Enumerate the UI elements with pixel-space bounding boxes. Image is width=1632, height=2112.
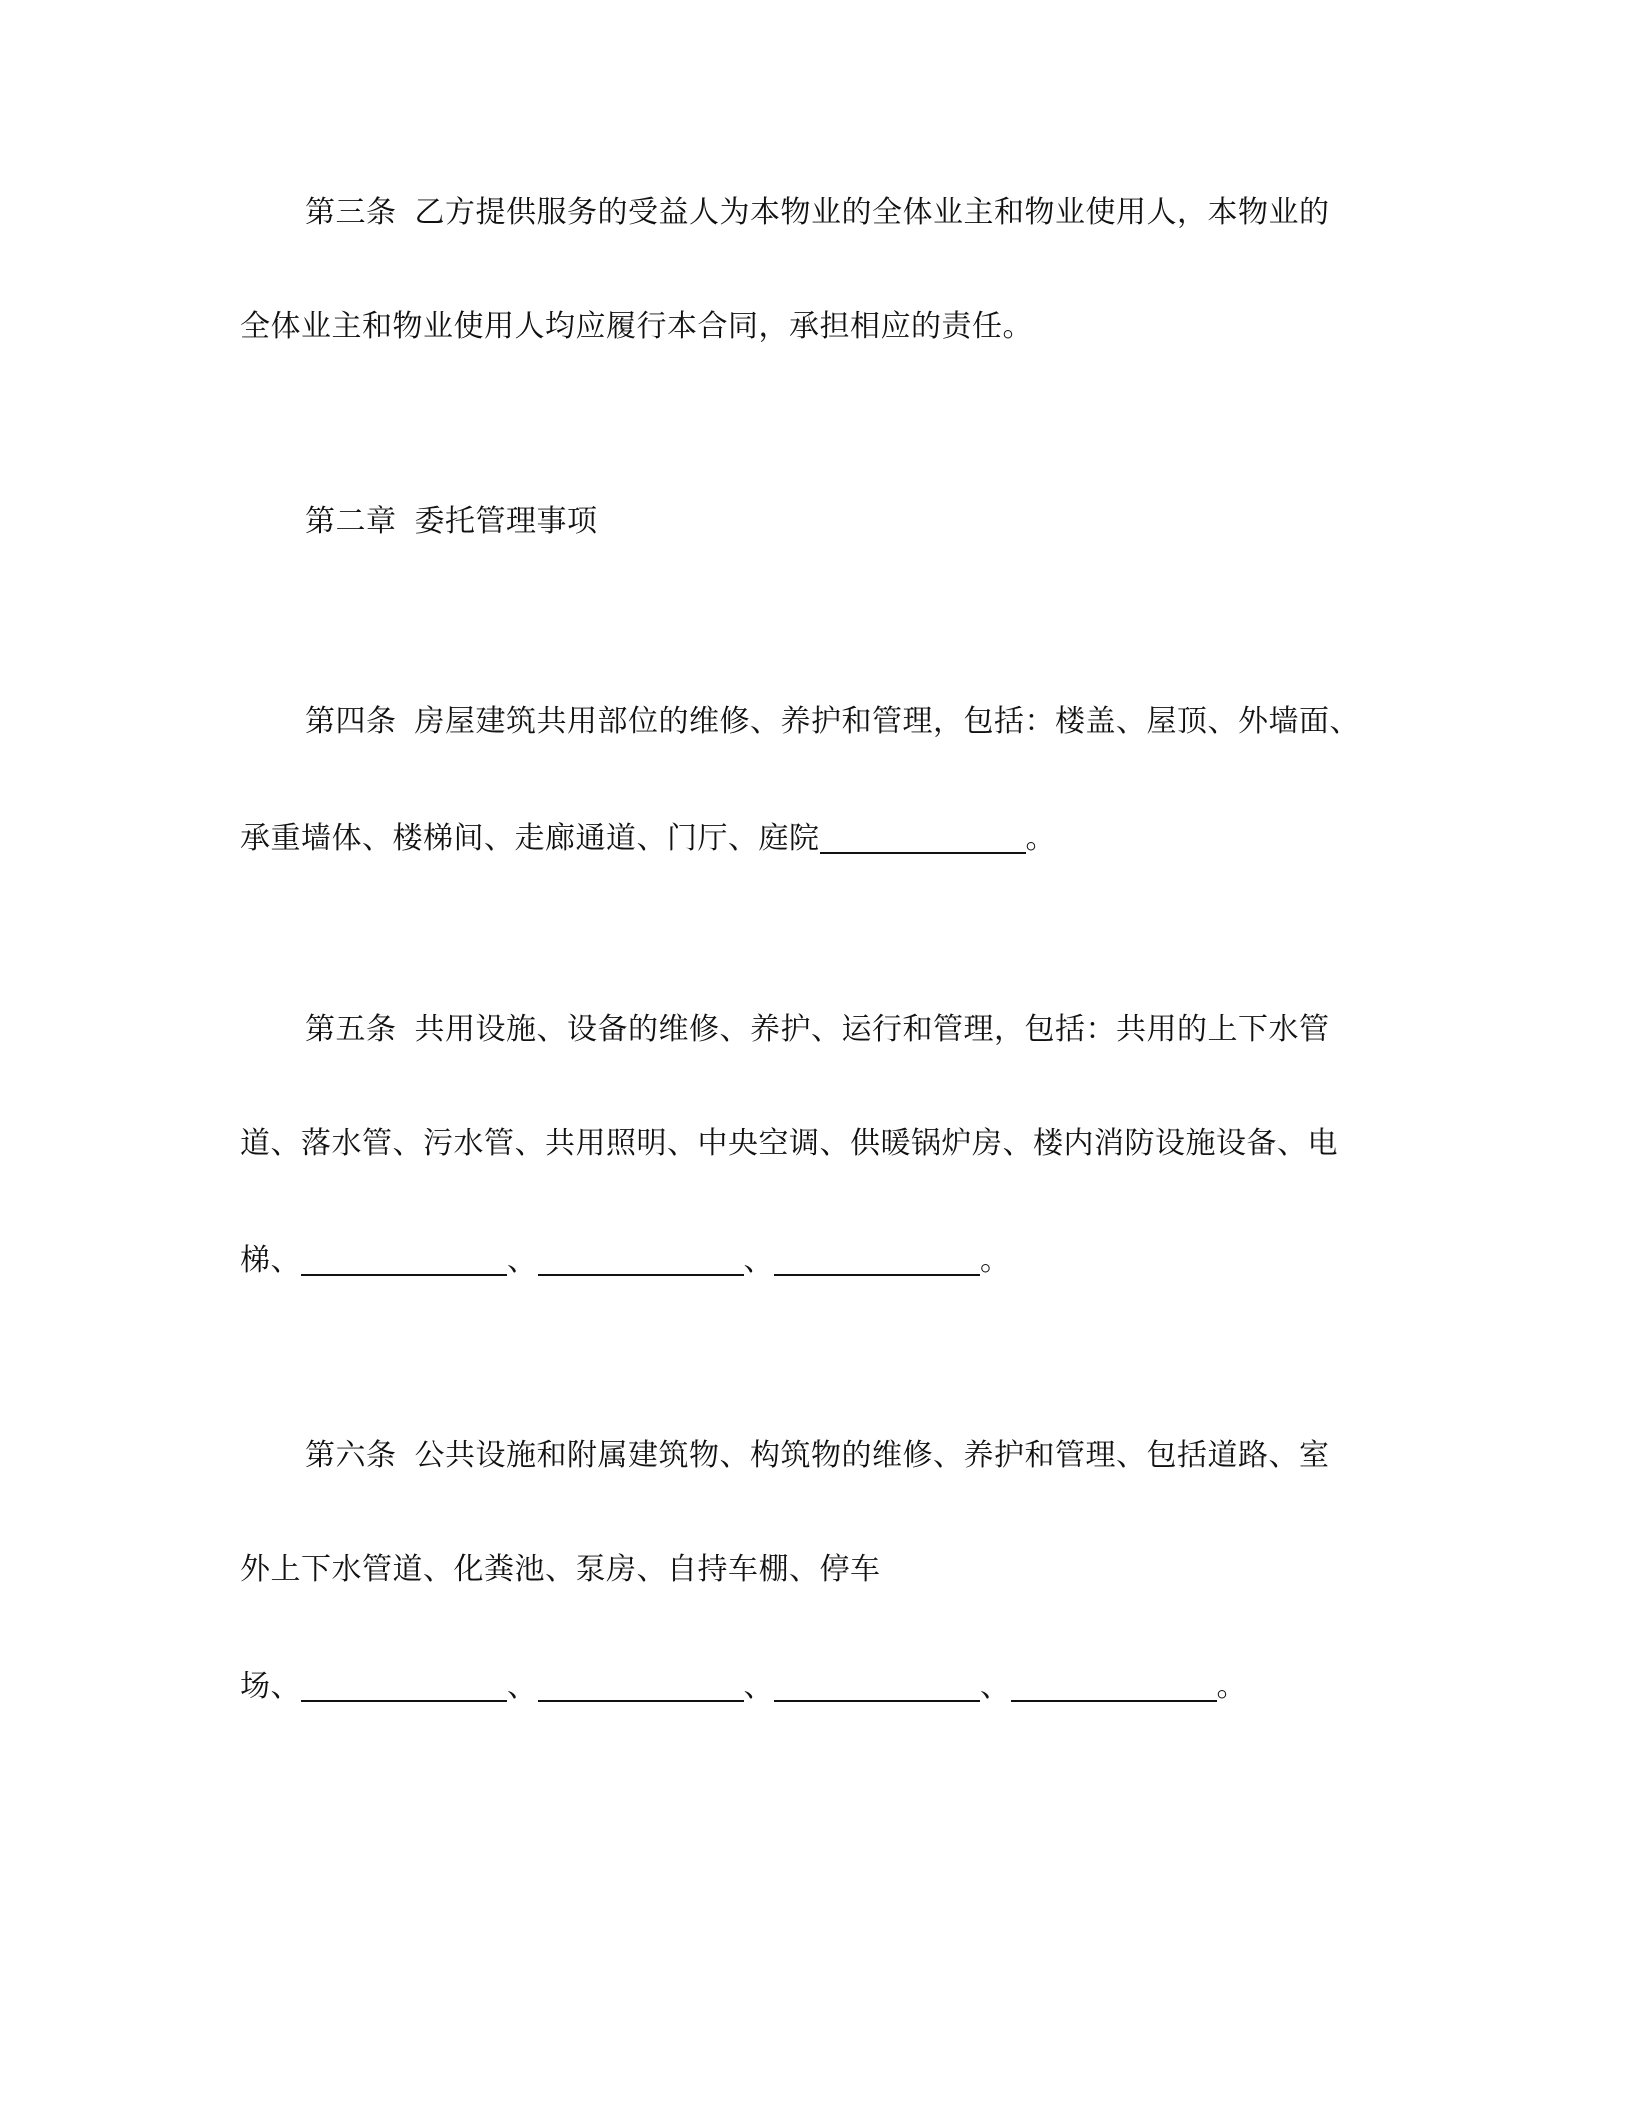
article-3-text-2: 全体业主和物业使用人均应履行本合同，承担相应的责任。 (240, 309, 1033, 344)
article-4-label: 第四条 (305, 704, 397, 739)
article-6-blank-3[interactable] (774, 1670, 980, 1702)
article-5-text-3: 梯、 (240, 1243, 301, 1278)
article-4-end: 。 (1025, 821, 1056, 856)
article-6-sep-1: 、 (507, 1669, 538, 1704)
article-4-line-1 (305, 702, 1360, 742)
article-6-line-2 (240, 1550, 881, 1590)
article-3-text-1: 乙方提供服务的受益人为本物业的全体业主和物业使用人，本物业的 (414, 195, 1330, 230)
chapter-2-label: 第二章 (305, 504, 397, 539)
article-5-line-3 (240, 1238, 1011, 1281)
article-5-blank-3[interactable] (774, 1244, 980, 1276)
article-5-blank-1[interactable] (301, 1244, 507, 1276)
article-6-blank-2[interactable] (538, 1670, 744, 1702)
article-6-label: 第六条 (305, 1438, 397, 1473)
article-5-sep-1: 、 (507, 1243, 538, 1278)
article-6-line-1 (305, 1436, 1330, 1476)
article-6-sep-3: 、 (980, 1669, 1011, 1704)
article-6-text-3: 场、 (240, 1669, 301, 1704)
article-6-end: 。 (1216, 1669, 1247, 1704)
article-5-end: 。 (980, 1243, 1011, 1278)
article-6-blank-4[interactable] (1011, 1670, 1217, 1702)
article-6-sep-2: 、 (743, 1669, 774, 1704)
article-6-line-3 (240, 1664, 1247, 1707)
article-5-blank-2[interactable] (538, 1244, 744, 1276)
chapter-2-heading (305, 502, 598, 542)
article-5-sep-2: 、 (743, 1243, 774, 1278)
article-3-line-1 (305, 193, 1330, 233)
chapter-2-title: 委托管理事项 (414, 504, 598, 539)
article-4-blank-1[interactable] (820, 822, 1026, 854)
article-5-text-2: 道、落水管、污水管、共用照明、中央空调、供暖锅炉房、楼内消防设施设备、电 (240, 1126, 1338, 1161)
article-6-blank-1[interactable] (301, 1670, 507, 1702)
article-5-text-1: 共用设施、设备的维修、养护、运行和管理，包括：共用的上下水管 (414, 1012, 1330, 1047)
article-4-text-2: 承重墙体、楼梯间、走廊通道、门厅、庭院 (240, 821, 820, 856)
article-3-line-2 (240, 307, 1033, 347)
article-4-text-1: 房屋建筑共用部位的维修、养护和管理，包括：楼盖、屋顶、外墙面、 (414, 704, 1360, 739)
article-6-text-1: 公共设施和附属建筑物、构筑物的维修、养护和管理、包括道路、室 (414, 1438, 1330, 1473)
article-5-label: 第五条 (305, 1012, 397, 1047)
article-3-label: 第三条 (305, 195, 397, 230)
article-6-text-2: 外上下水管道、化粪池、泵房、自持车棚、停车 (240, 1552, 881, 1587)
article-5-line-1 (305, 1010, 1330, 1050)
article-5-line-2 (240, 1124, 1338, 1164)
article-4-line-2 (240, 816, 1056, 859)
